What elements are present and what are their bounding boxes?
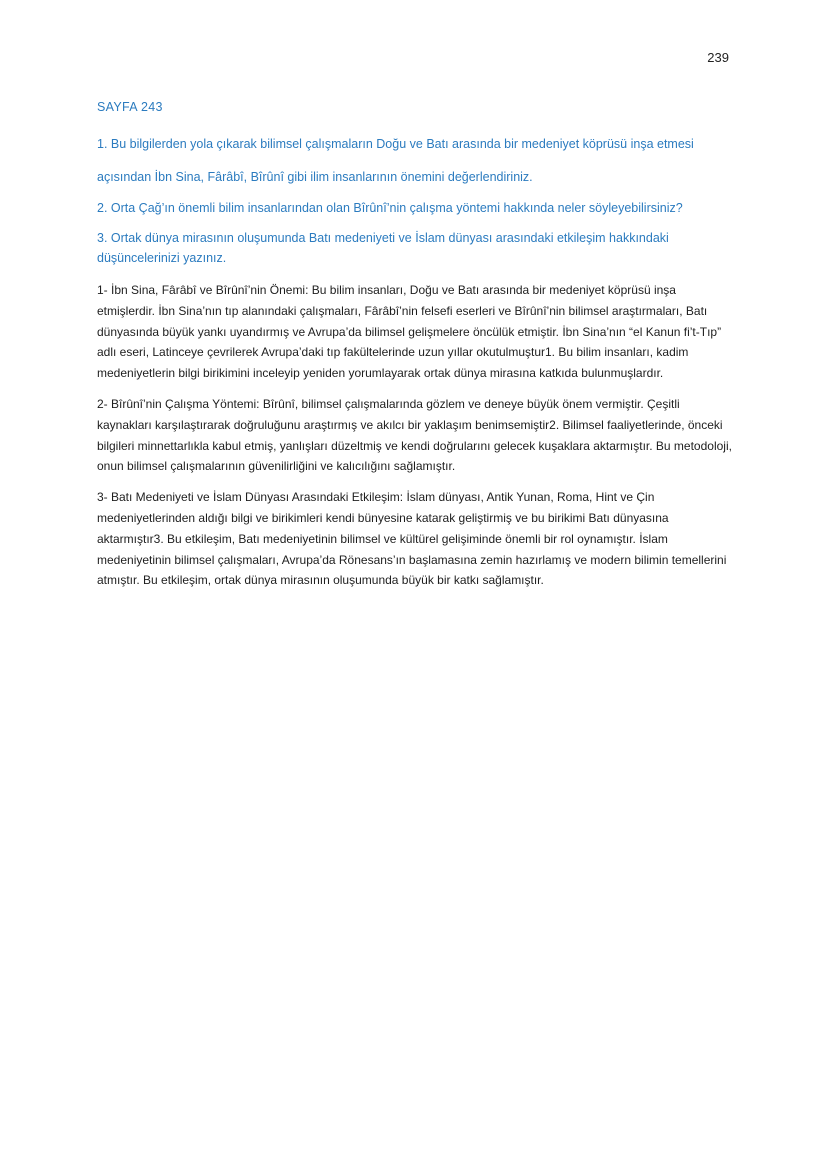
question-3: 3. Ortak dünya mirasının oluşumunda Batı medeniyeti ve İslam dünyası arasındaki etkileşim hakkındaki düşüncelerinizi yazınız. (97, 231, 669, 265)
answer-2: 2- Bîrûnî’nin Çalışma Yöntemi: Bîrûnî, bilimsel çalışmalarında gözlem ve deneye büyük önem vermiştir. Çeşitli kaynakları karşılaştırarak doğruluğunu araştırmış ve akılcı bir yaklaşım benimsemiştir2. Bilimsel faaliyetlerinde, önceki bilgileri minnettarlıkla kabul etmiş, yanlışları düzeltmiş ve kendi doğrularını gelecek kuşaklara aktarmıştır. Bu metodoloji, onun bilimsel çalışmalarının güvenilirliğini ve kalıcılığını sağlamıştır. (97, 396, 732, 474)
answer-3: 3- Batı Medeniyeti ve İslam Dünyası Arasındaki Etkileşim: İslam dünyası, Antik Yunan, Roma, Hint ve Çin medeniyetlerinden aldığı bilgi ve birikimleri kendi bünyesine katarak geliştirmiş ve bu birikimi Batı dünyasına aktarmıştır3. Bu etkileşim, Batı medeniyetinin bilimsel ve kültürel gelişiminde önemli bir rol oynamıştır. İslam medeniyetinin bilimsel çalışmaları, Avrupa’da Rönesans’ın başlamasına zemin hazırlamış ve modern bilimin temellerini atmıştır. Bu etkileşim, ortak dünya mirasının oluşumunda büyük bir katkı sağlamıştır. (97, 490, 727, 588)
page-content (97, 100, 737, 601)
question-1: 1. Bu bilgilerden yola çıkarak bilimsel çalışmaların Doğu ve Batı arasında bir medeniyet köprüsü inşa etmesi açısından İbn Sina, Fârâbî, Bîrûnî gibi ilim insanlarının önemini değerlendiriniz. (97, 137, 694, 184)
answer-1: 1- İbn Sina, Fârâbî ve Bîrûnî’nin Önemi: Bu bilim insanları, Doğu ve Batı arasında bir medeniyet köprüsü inşa etmişlerdir. İbn Sina’nın tıp alanındaki çalışmaları, Fârâbî’nin felsefi eserleri ve Bîrûnî’nin bilimsel araştırmaları, Batı dünyasında büyük yankı uyandırmış ve Avrupa’da bilimsel gelişmelere öncülük etmiştir. İbn Sina’nın “el Kanun fi’t-Tıp” adlı eseri, Latinceye çevrilerek Avrupa’daki tıp fakültelerinde uzun yıllar okutulmuştur1. Bu bilim insanları, kadim medeniyetlerin bilgi birikimini inceleyip yeniden yorumlayarak ortak dünya mirasına katkıda bulunmuşlardır. (97, 283, 722, 381)
section-heading: SAYFA 243 (97, 100, 163, 114)
page-number: 239 (707, 50, 729, 65)
question-2: 2. Orta Çağ’ın önemli bilim insanlarından olan Bîrûnî’nin çalışma yöntemi hakkında neler söyleyebilirsiniz? (97, 201, 683, 215)
